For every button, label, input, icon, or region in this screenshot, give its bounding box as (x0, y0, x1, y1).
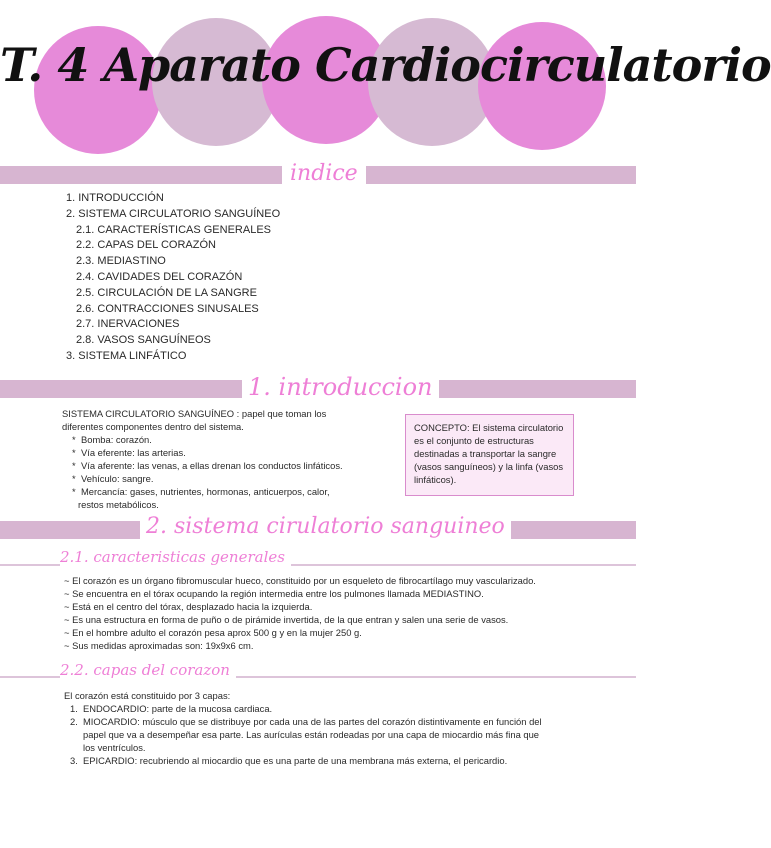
characteristic-line: ~ Sus medidas aproximadas son: 19x9x6 cm. (64, 640, 254, 651)
intro-heading: 1. introduccion (242, 372, 439, 402)
intro-bullet-text: Bomba: corazón. (81, 434, 152, 445)
intro-bullet (62, 459, 343, 472)
layer-item-number: 3. (70, 755, 78, 766)
concept-line: destinadas a transportar la sangre (414, 448, 557, 459)
page-title: T. 4 Aparato Cardiocirculatorio (0, 38, 771, 92)
intro-paragraph-line: diferentes componentes dentro del sistema. (62, 421, 244, 432)
layer-item-text: EPICARDIO: recubriendo al miocardio que es una parte de una membrana más externa, el pericardio. (83, 755, 508, 766)
toc-item: 1. INTRODUCCIÓN (66, 192, 164, 204)
intro-bullet-text: Vehículo: sangre. (81, 473, 154, 484)
intro-bullet (62, 472, 343, 485)
toc-item: 2.5. CIRCULACIÓN DE LA SANGRE (76, 286, 257, 299)
layer-item-number: 2. (70, 716, 78, 727)
intro-bullet (62, 446, 343, 459)
toc-item: 2.2. CAPAS DEL CORAZÓN (76, 239, 216, 252)
layer-item-line (64, 754, 542, 767)
bullet-asterisk-icon: * (72, 473, 76, 484)
toc-item: 2.7. INERVACIONES (76, 318, 180, 331)
layer-item-text: papel que va a desempeñar esa parte. Las aurículas están rodeadas por una capa de miocardio más fina que (83, 729, 540, 740)
layer-item-line (64, 702, 542, 715)
table-of-contents (66, 191, 280, 365)
sub2-heading: 2.2. capas del corazon (60, 661, 236, 679)
concept-line: linfáticos). (414, 474, 457, 485)
layer-item-text: ENDOCARDIO: parte de la mucosa cardiaca. (83, 703, 273, 714)
sub1-heading: 2.1. caracteristicas generales (60, 548, 291, 566)
layer-item-line (64, 715, 542, 728)
characteristic-line: ~ Es una estructura en forma de puño o de pirámide invertida, de la que entran y salen una serie de vasos. (64, 614, 509, 625)
layer-item-text: MIOCARDIO: músculo que se distribuye por cada una de las partes del corazón distintivamente en función del (83, 716, 542, 727)
characteristic-line: ~ Se encuentra en el tórax ocupando la región intermedia entre los pulmones llamada MEDIASTINO. (64, 588, 484, 599)
bullet-asterisk-icon: * (72, 460, 76, 471)
layer-item-number: 1. (70, 703, 78, 714)
layer-item-line (64, 728, 542, 741)
toc-item: 2.1. CARACTERÍSTICAS GENERALES (76, 223, 271, 236)
toc-item: 3. SISTEMA LINFÁTICO (66, 349, 187, 362)
bullet-asterisk-icon: * (72, 434, 76, 445)
layer-item-text: los ventrículos. (83, 742, 146, 753)
intro-bullet-continuation: restos metabólicos. (78, 499, 159, 510)
concept-box (405, 414, 574, 496)
concept-line: CONCEPTO: El sistema circulatorio (414, 422, 564, 433)
sub1-text (64, 574, 536, 652)
concept-line: (vasos sanguíneos) y la linfa (vasos (414, 461, 564, 472)
toc-item: 2.3. MEDIASTINO (76, 255, 166, 268)
intro-text (62, 407, 343, 511)
toc-item: 2.6. CONTRACCIONES SINUSALES (76, 302, 259, 315)
bullet-asterisk-icon: * (72, 486, 76, 497)
layer-item-line (64, 741, 542, 754)
characteristic-line: ~ Está en el centro del tórax, desplazado hacia la izquierda. (64, 601, 313, 612)
toc-item: 2.8. VASOS SANGUÍNEOS (76, 334, 211, 347)
toc-item: 2.4. CAVIDADES DEL CORAZÓN (76, 270, 243, 283)
characteristic-line: ~ El corazón es un órgano fibromuscular hueco, constituido por un esqueleto de fibrocartílago muy vascularizado. (64, 575, 536, 586)
intro-bullet (62, 433, 343, 446)
toc-item: 2. SISTEMA CIRCULATORIO SANGUÍNEO (66, 207, 281, 220)
sub2-text (64, 689, 542, 767)
section2-heading: 2. sistema cirulatorio sanguineo (140, 512, 511, 542)
intro-bullet-text: Vía eferente: las arterias. (81, 447, 186, 458)
intro-bullet-text: Mercancía: gases, nutrientes, hormonas, anticuerpos, calor, (81, 486, 330, 497)
index-heading: indice (282, 160, 366, 188)
intro-paragraph-line: SISTEMA CIRCULATORIO SANGUÍNEO : papel que toman los (62, 408, 327, 419)
intro-bullet (62, 485, 343, 498)
layers-intro: El corazón está constituido por 3 capas: (64, 690, 231, 701)
characteristic-line: ~ En el hombre adulto el corazón pesa aprox 500 g y en la mujer 250 g. (64, 627, 362, 638)
bullet-asterisk-icon: * (72, 447, 76, 458)
concept-line: es el conjunto de estructuras (414, 435, 534, 446)
intro-bullet-text: Vía aferente: las venas, a ellas drenan los conductos linfáticos. (81, 460, 343, 471)
